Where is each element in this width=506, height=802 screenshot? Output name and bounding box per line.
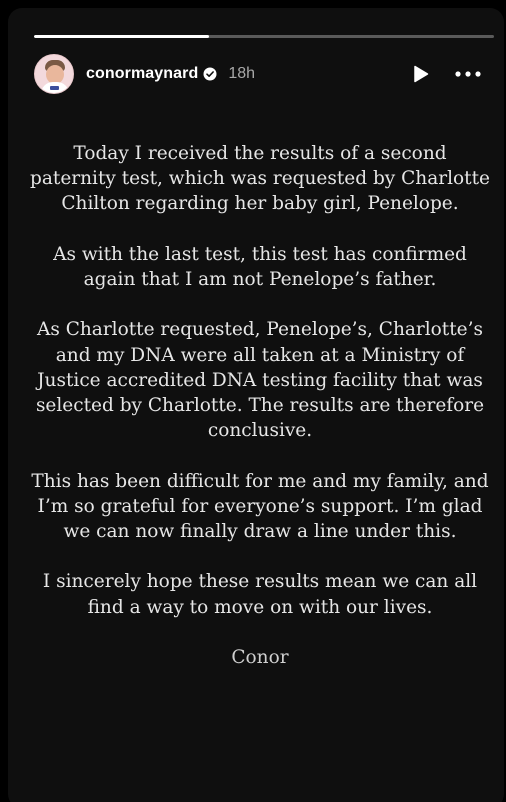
message-paragraph: As Charlotte requested, Penelope’s, Charlotte’s and my DNA were all taken at a Ministry of Justice accredited DNA testing facility that was selected by Charlotte. The results are therefore conclusive. <box>35 319 485 442</box>
message-signature: Conor <box>231 646 289 668</box>
message-paragraph: As with the last test, this test has confirmed again that I am not Penelope’s father. <box>53 243 467 290</box>
play-button[interactable] <box>410 63 432 85</box>
post-time: 18h <box>228 65 256 82</box>
story-progress-bar <box>34 35 494 38</box>
story-message <box>30 141 490 670</box>
message-paragraph: I sincerely hope these results mean we can all find a way to move on with our lives. <box>42 571 478 618</box>
message-paragraph: This has been difficult for me and my family, and I’m so grateful for everyone’s support. I’m glad we can now finally draw a line under this. <box>31 470 489 542</box>
story-card[interactable] <box>8 8 504 802</box>
profile-avatar[interactable] <box>34 54 74 94</box>
play-icon <box>413 65 429 83</box>
username[interactable]: conormaynard <box>86 65 199 82</box>
story-header <box>34 53 494 95</box>
message-paragraph: Today I received the results of a second paternity test, which was requested by Charlotte Chilton regarding her baby girl, Penelope. <box>30 143 490 215</box>
verified-badge-icon <box>203 67 217 81</box>
story-progress-fill <box>34 35 209 38</box>
more-options-icon <box>455 71 481 77</box>
more-options-button[interactable] <box>454 63 482 85</box>
